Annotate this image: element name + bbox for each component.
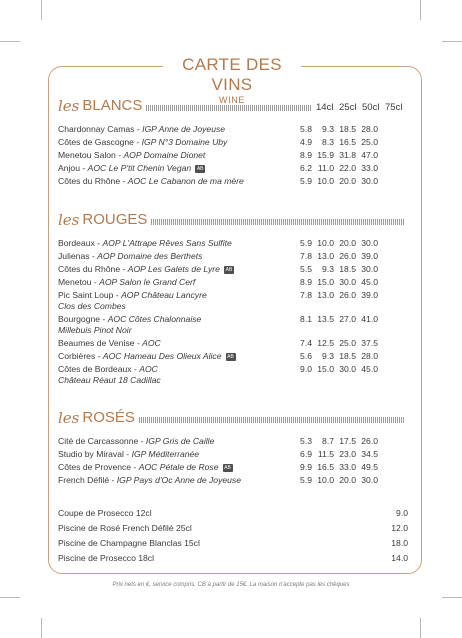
wine-appellation: AOP Salon le Grand Cerf <box>99 277 196 287</box>
wine-label: Anjou - <box>58 163 88 173</box>
price-cell: 15.9 <box>317 150 334 160</box>
crop-mark <box>420 618 421 638</box>
extra-price: 14.0 <box>391 553 408 563</box>
price-cell: 5.9 <box>300 238 312 248</box>
section-dotted-rule <box>146 105 312 111</box>
price-cell: 4.9 <box>300 137 312 147</box>
wine-prices <box>290 338 378 349</box>
organic-icon: AB <box>224 464 231 471</box>
wine-label: Bordeaux - <box>58 238 103 248</box>
price-cell: 17.5 <box>339 436 356 446</box>
price-cell: 39.0 <box>361 251 378 261</box>
extra-row <box>58 508 408 519</box>
price-cell: 15.0 <box>317 364 334 374</box>
wine-appellation: AOC Hameau Des Olieux Alice <box>102 351 222 361</box>
price-cell: 5.9 <box>300 176 312 186</box>
wine-label: Cité de Carcassonne - <box>58 436 146 446</box>
price-cell: 8.7 <box>322 436 334 446</box>
wine-prices <box>290 163 378 174</box>
price-cell: 33.0 <box>361 163 378 173</box>
wine-label: Côtes de Gascogne - <box>58 137 142 147</box>
price-cell: 16.5 <box>339 137 356 147</box>
price-cell: 18.5 <box>339 124 356 134</box>
wine-label: Côtes du Rhône - <box>58 176 128 186</box>
price-cell: 18.5 <box>339 351 356 361</box>
wine-name <box>58 351 236 362</box>
extra-label: Piscine de Rosé French Défilé 25cl <box>58 523 192 533</box>
wine-appellation: AOC Le P'tit Chenin Vegan <box>87 163 192 173</box>
price-cell: 7.4 <box>300 338 312 348</box>
extra-row <box>58 553 408 564</box>
price-cell: 7.8 <box>300 251 312 261</box>
organic-icon: AB <box>196 165 204 172</box>
crop-mark <box>442 41 462 42</box>
wine-appellation: IGP Méditerranée <box>131 449 200 459</box>
wine-appellation: AOC Côtes Chalonnaise <box>107 314 202 324</box>
wine-prices <box>290 351 378 362</box>
wine-appellation: AOP Domaine Dionet <box>123 150 206 160</box>
wine-appellation: AOP Les Galets de Lyre <box>127 264 220 274</box>
price-cell: 41.0 <box>361 314 378 324</box>
price-cell: 9.3 <box>322 264 334 274</box>
page-title: CARTE DES VINS <box>182 55 282 94</box>
size-headers <box>316 102 408 114</box>
wine-name <box>58 462 233 473</box>
crop-mark <box>41 618 42 638</box>
price-cell: 47.0 <box>361 150 378 160</box>
wine-name <box>58 163 205 174</box>
wine-label: French Défilé - <box>58 475 117 485</box>
wine-name <box>58 150 205 161</box>
wine-name <box>58 290 207 301</box>
extra-price: 9.0 <box>396 508 408 518</box>
wine-appellation: AOC <box>142 338 161 348</box>
wine-prices <box>290 150 378 161</box>
size-header: 14cl <box>316 102 334 113</box>
extra-label: Piscine de Prosecco 18cl <box>58 553 155 563</box>
price-cell: 15.0 <box>317 277 334 287</box>
wine-label: Bourgogne - <box>58 314 108 324</box>
price-cell: 10.0 <box>317 475 334 485</box>
wine-label: Corbières - <box>58 351 103 361</box>
wine-appellation: AOP Domaine des Berthets <box>97 251 203 261</box>
price-cell: 30.0 <box>361 238 378 248</box>
wine-label: Menetou - <box>58 277 100 287</box>
price-cell: 5.5 <box>300 264 312 274</box>
price-cell: 27.0 <box>339 314 356 324</box>
wine-name <box>58 277 195 288</box>
wine-appellation: AOC Pétale de Rose <box>138 462 219 472</box>
price-cell: 13.5 <box>317 314 334 324</box>
wine-name <box>58 238 232 249</box>
wine-appellation: AOP Château Lancyre <box>121 290 207 300</box>
wine-label: Côtes de Bordeaux - <box>58 364 140 374</box>
section-title: ROUGES <box>82 211 148 228</box>
wine-appellation: IGP Anne de Joyeuse <box>142 124 226 134</box>
extra-row <box>58 523 408 534</box>
wine-label: Pic Saint Loup - <box>58 290 122 300</box>
price-cell: 16.5 <box>317 462 334 472</box>
wine-label: Menetou Salon - <box>58 150 124 160</box>
price-cell: 5.3 <box>300 436 312 446</box>
wine-name <box>58 436 214 447</box>
wine-label: Beaumes de Venise - <box>58 338 143 348</box>
wine-prices <box>290 238 378 249</box>
price-cell: 23.0 <box>339 449 356 459</box>
price-cell: 49.5 <box>361 462 378 472</box>
price-cell: 30.0 <box>339 277 356 287</box>
wine-name <box>58 264 234 275</box>
wine-label: Côtes de Provence - <box>58 462 139 472</box>
wine-name <box>58 137 227 148</box>
price-cell: 5.6 <box>300 351 312 361</box>
price-cell: 25.0 <box>361 137 378 147</box>
wine-prices <box>290 124 378 135</box>
price-cell: 30.0 <box>339 364 356 374</box>
wine-prices <box>290 436 378 447</box>
wine-prices <box>290 251 378 262</box>
price-cell: 10.0 <box>317 176 334 186</box>
wine-name <box>58 314 201 325</box>
wine-name <box>58 449 199 460</box>
wine-prices <box>290 137 378 148</box>
wine-label: Côtes du Rhône - <box>58 264 128 274</box>
price-cell: 28.0 <box>361 351 378 361</box>
price-cell: 30.0 <box>361 475 378 485</box>
crop-mark <box>41 0 42 20</box>
price-cell: 8.1 <box>300 314 312 324</box>
wine-name <box>58 475 241 486</box>
price-cell: 33.0 <box>339 462 356 472</box>
wine-prices <box>290 290 378 301</box>
price-cell: 22.0 <box>339 163 356 173</box>
price-cell: 11.0 <box>317 163 334 173</box>
section-heading <box>58 408 408 426</box>
wine-prices <box>290 475 378 486</box>
wine-appellation: AOC <box>139 364 158 374</box>
wine-prices <box>290 277 378 288</box>
wine-name <box>58 251 202 262</box>
price-cell: 12.5 <box>317 338 334 348</box>
price-cell: 5.9 <box>300 475 312 485</box>
section-title: BLANCS <box>82 97 143 114</box>
size-header: 50cl <box>362 102 380 113</box>
extra-price: 12.0 <box>391 523 408 533</box>
price-cell: 26.0 <box>339 290 356 300</box>
section-les: les <box>58 211 80 229</box>
price-cell: 8.9 <box>300 150 312 160</box>
wine-appellation: IGP N°3 Domaine Uby <box>141 137 228 147</box>
price-cell: 13.0 <box>317 251 334 261</box>
price-cell: 31.8 <box>339 150 356 160</box>
price-cell: 20.0 <box>339 176 356 186</box>
wine-prices <box>290 264 378 275</box>
price-cell: 13.0 <box>317 290 334 300</box>
price-cell: 9.9 <box>300 462 312 472</box>
size-header: 75cl <box>385 102 403 113</box>
crop-mark <box>0 597 20 598</box>
price-cell: 9.3 <box>322 351 334 361</box>
price-cell: 45.0 <box>361 277 378 287</box>
wine-prices <box>290 449 378 460</box>
extra-label: Piscine de Champagne Blanclas 15cl <box>58 538 200 548</box>
price-cell: 37.5 <box>361 338 378 348</box>
wine-label: Chardonnay Camas - <box>58 124 143 134</box>
crop-mark <box>0 41 20 42</box>
crop-mark <box>442 597 462 598</box>
wine-sub-detail: Clos des Combes <box>58 301 126 311</box>
price-cell: 39.0 <box>361 290 378 300</box>
menu-header <box>163 53 301 105</box>
section-les: les <box>58 97 80 115</box>
price-cell: 8.9 <box>300 277 312 287</box>
price-cell: 6.9 <box>300 449 312 459</box>
wine-sub-detail: Millebuis Pinot Noir <box>58 325 132 335</box>
wine-label: Julienas - <box>58 251 98 261</box>
price-cell: 11.5 <box>317 449 334 459</box>
price-cell: 26.0 <box>361 436 378 446</box>
section-les: les <box>58 409 80 427</box>
wine-prices <box>290 364 378 375</box>
price-cell: 9.0 <box>300 364 312 374</box>
wine-appellation: AOC Le Cabanon de ma mère <box>127 176 244 186</box>
wine-name <box>58 364 158 375</box>
wine-label: Studio by Miraval - <box>58 449 132 459</box>
price-cell: 25.0 <box>339 338 356 348</box>
price-cell: 9.3 <box>322 124 334 134</box>
extra-price: 18.0 <box>391 538 408 548</box>
price-cell: 45.0 <box>361 364 378 374</box>
footer-note: Prix nets en €, service compris. CB à partir de 15€. La maison n'accepte pas les chèques <box>112 582 350 588</box>
price-cell: 18.5 <box>339 264 356 274</box>
extra-row <box>58 538 408 549</box>
wine-appellation: IGP Pays d'Oc Anne de Joyeuse <box>116 475 241 485</box>
price-cell: 30.0 <box>361 176 378 186</box>
price-cell: 20.0 <box>339 475 356 485</box>
section-title: ROSÉS <box>82 409 135 426</box>
price-cell: 20.0 <box>339 238 356 248</box>
extra-label: Coupe de Prosecco 12cl <box>58 508 152 518</box>
price-cell: 10.0 <box>317 238 334 248</box>
price-cell: 8.3 <box>322 137 334 147</box>
wine-name <box>58 338 161 349</box>
price-cell: 26.0 <box>339 251 356 261</box>
wine-prices <box>290 462 378 473</box>
wine-appellation: AOP L'Attrape Rêves Sans Sulfite <box>102 238 232 248</box>
wine-name <box>58 124 225 135</box>
wine-name <box>58 176 244 187</box>
price-cell: 6.2 <box>300 163 312 173</box>
section-heading <box>58 96 408 114</box>
section-dotted-rule <box>139 417 404 423</box>
price-cell: 30.0 <box>361 264 378 274</box>
organic-icon: AB <box>225 266 233 273</box>
price-cell: 34.5 <box>361 449 378 459</box>
price-cell: 7.8 <box>300 290 312 300</box>
wine-prices <box>290 314 378 325</box>
organic-icon: AB <box>227 353 234 360</box>
crop-mark <box>420 0 421 20</box>
section-heading <box>58 210 408 228</box>
wine-sub-detail: Château Réaut 18 Cadillac <box>58 375 161 385</box>
wine-appellation: IGP Gris de Caille <box>145 436 215 446</box>
section-dotted-rule <box>151 219 404 225</box>
page-subtitle: WINE <box>219 95 245 105</box>
size-header: 25cl <box>339 102 357 113</box>
price-cell: 28.0 <box>361 124 378 134</box>
price-cell: 5.8 <box>300 124 312 134</box>
wine-prices <box>290 176 378 187</box>
